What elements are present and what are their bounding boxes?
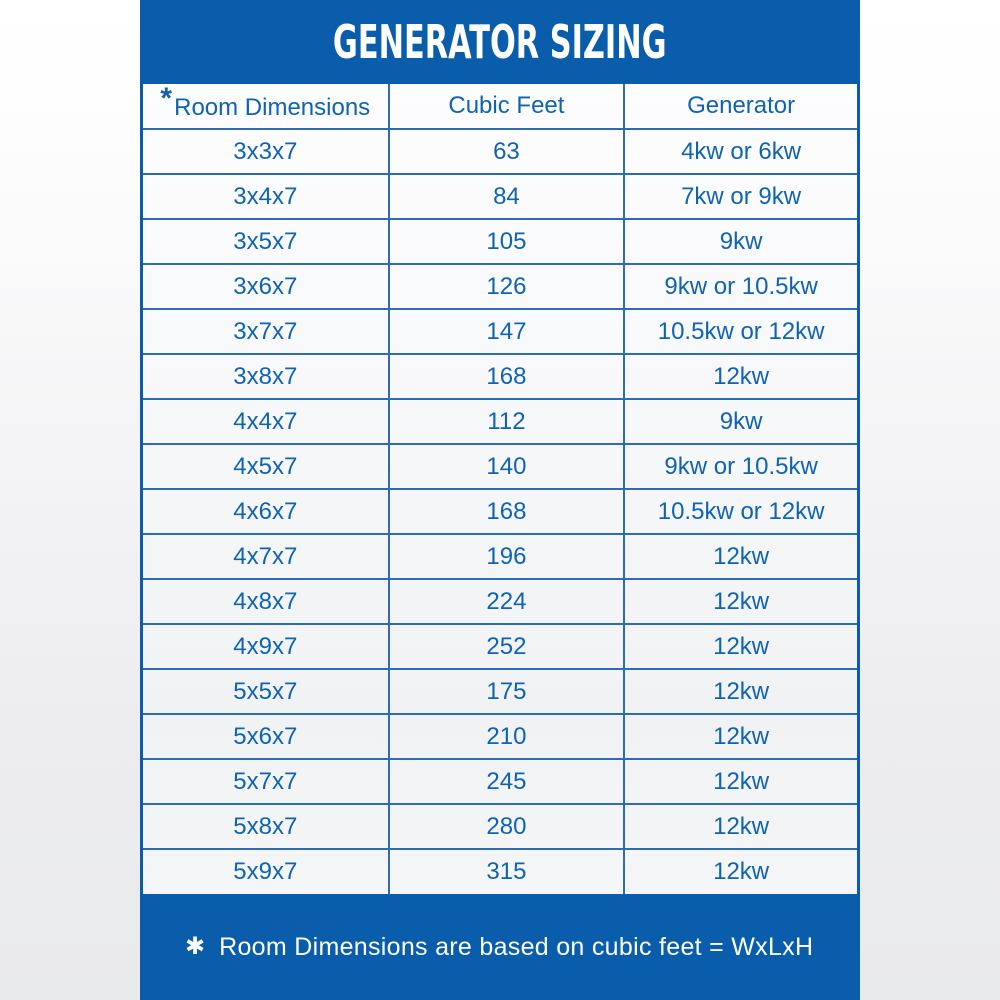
table-row [143,804,857,849]
cubic-feet-cell: 210 [389,714,625,759]
room-dimensions-cell: 3x8x7 [143,354,389,399]
footnote-text: Room Dimensions are based on cubic feet = WxLxH [219,932,814,961]
column-header-label: Room Dimensions [174,94,371,121]
cubic-feet-cell: 105 [389,219,625,264]
generator-cell: 9kw or 10.5kw [624,264,857,309]
generator-cell: 9kw [624,399,857,444]
table-row [143,174,857,219]
cubic-feet-cell: 245 [389,759,625,804]
table-row [143,534,857,579]
page-title: GENERATOR SIZING [333,15,667,69]
header-row [143,84,857,129]
asterisk-marker: * [160,84,173,115]
room-dimensions-cell: 4x5x7 [143,444,389,489]
room-dimensions-cell: 4x7x7 [143,534,389,579]
table-row [143,759,857,804]
column-header-room-dimensions [143,84,389,129]
room-dimensions-cell: 3x7x7 [143,309,389,354]
room-dimensions-cell: 4x6x7 [143,489,389,534]
room-dimensions-cell: 5x7x7 [143,759,389,804]
cubic-feet-cell: 168 [389,354,625,399]
generator-cell: 9kw or 10.5kw [624,444,857,489]
generator-sizing-table [143,84,857,894]
room-dimensions-cell: 5x9x7 [143,849,389,894]
table-row [143,264,857,309]
table-row [143,489,857,534]
cubic-feet-cell: 112 [389,399,625,444]
cubic-feet-cell: 175 [389,669,625,714]
cubic-feet-cell: 84 [389,174,625,219]
cubic-feet-cell: 196 [389,534,625,579]
generator-cell: 9kw [624,219,857,264]
footnote-asterisk-icon: ✱ [185,933,206,960]
generator-cell: 12kw [624,714,857,759]
table-row [143,624,857,669]
table-row [143,849,857,894]
table-row [143,309,857,354]
generator-cell: 12kw [624,759,857,804]
generator-cell: 4kw or 6kw [624,129,857,174]
room-dimensions-cell: 4x4x7 [143,399,389,444]
table-row [143,354,857,399]
footnote [140,894,860,1000]
table-row [143,129,857,174]
table-row [143,579,857,624]
cubic-feet-cell: 168 [389,489,625,534]
generator-cell: 12kw [624,624,857,669]
table-row [143,444,857,489]
table-row [143,219,857,264]
table-row [143,669,857,714]
generator-cell: 12kw [624,534,857,579]
table-row [143,399,857,444]
cubic-feet-cell: 252 [389,624,625,669]
cubic-feet-cell: 280 [389,804,625,849]
cubic-feet-cell: 63 [389,129,625,174]
room-dimensions-cell: 5x5x7 [143,669,389,714]
generator-cell: 12kw [624,354,857,399]
generator-cell: 10.5kw or 12kw [624,309,857,354]
column-header-label: Cubic Feet [448,92,565,119]
column-header-label: Generator [687,92,796,119]
room-dimensions-cell: 5x8x7 [143,804,389,849]
room-dimensions-cell: 4x8x7 [143,579,389,624]
cubic-feet-cell: 140 [389,444,625,489]
title-band [140,0,860,84]
generator-cell: 12kw [624,669,857,714]
table-row [143,714,857,759]
room-dimensions-cell: 3x6x7 [143,264,389,309]
room-dimensions-cell: 4x9x7 [143,624,389,669]
room-dimensions-cell: 3x3x7 [143,129,389,174]
cubic-feet-cell: 147 [389,309,625,354]
column-header-cubic-feet [389,84,625,129]
column-header-generator [624,84,857,129]
generator-cell: 12kw [624,579,857,624]
generator-cell: 12kw [624,804,857,849]
room-dimensions-cell: 3x5x7 [143,219,389,264]
room-dimensions-cell: 5x6x7 [143,714,389,759]
generator-cell: 7kw or 9kw [624,174,857,219]
room-dimensions-cell: 3x4x7 [143,174,389,219]
generator-cell: 12kw [624,849,857,894]
cubic-feet-cell: 315 [389,849,625,894]
generator-sizing-panel [140,0,860,1000]
cubic-feet-cell: 224 [389,579,625,624]
generator-cell: 10.5kw or 12kw [624,489,857,534]
cubic-feet-cell: 126 [389,264,625,309]
